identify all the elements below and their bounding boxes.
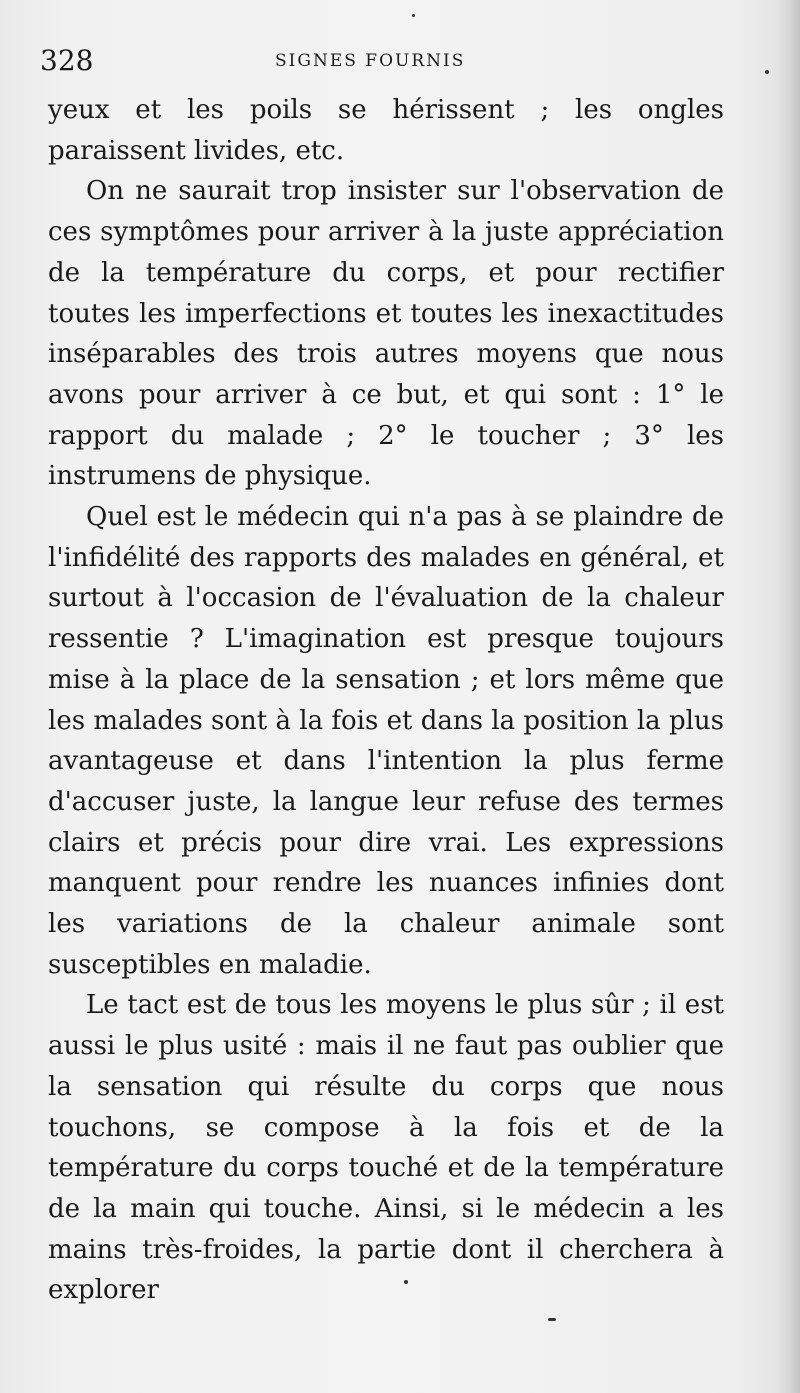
ink-speck (412, 14, 415, 17)
paragraph: Le tact est de tous les moyens le plus sûr ; il est aussi le plus usité : mais il ne faut pas oublier que la sensation qui résulte du corps que nous touchons, se compose à la fois et de la température du corps touché et de la température de la main qui touche. Ainsi, si le médecin a les mains très-froides, la partie dont il cherchera à explorer (48, 990, 724, 1306)
body-text (48, 90, 724, 1311)
page-edge-shadow (778, 0, 800, 1393)
running-head: SIGNES FOURNIS (275, 51, 466, 71)
ink-speck (404, 1280, 408, 1284)
paragraph: Quel est le médecin qui n'a pas à se plaindre de l'infidélité des rapports des malades en général, et surtout à l'occasion de l'évaluation de la chaleur ressentie ? L'imagination est presque toujours mise à la place de la sensation ; et lors même que les malades sont à la fois et dans la position la plus avantageuse et dans l'intention la plus ferme d'accuser juste, la langue leur refuse des termes clairs et précis pour dire vrai. Les expressions manquent pour rendre les nuances infinies dont les variations de la chaleur animale sont susceptibles en maladie. (48, 502, 724, 980)
ink-speck (765, 70, 769, 74)
page-number: 328 (40, 44, 94, 77)
paragraph: On ne saurait trop insister sur l'observation de ces symptômes pour arriver à la juste appréciation de la température du corps, et pour rectifier toutes les imperfections et toutes les inexactitudes inséparables des trois autres moyens que nous avons pour arriver à ce but, et qui sont : 1° le rapport du malade ; 2° le toucher ; 3° les instrumens de physique. (48, 176, 724, 492)
page-header (40, 44, 760, 80)
ink-speck (548, 1318, 556, 1321)
paragraph-continuation: yeux et les poils se hérissent ; les ongles paraissent livides, etc. (48, 95, 724, 166)
